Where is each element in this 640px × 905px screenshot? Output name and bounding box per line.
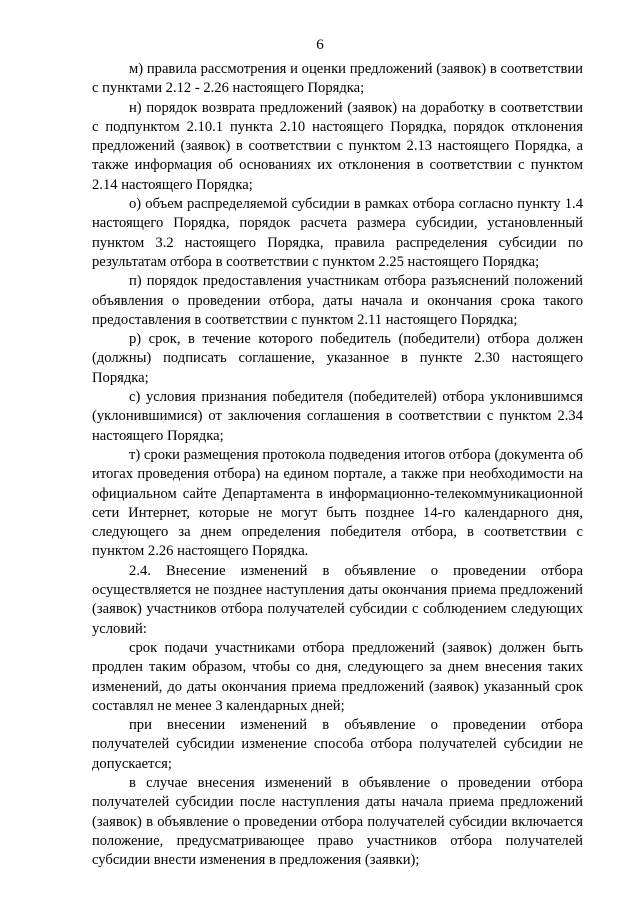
document-body — [92, 60, 583, 870]
paragraph-item-s: с) условия признания победителя (победителей) отбора уклонившимся (уклонившимися) от заключения соглашения в соответствии с пунктом 2.34 настоящего Порядка; — [92, 389, 583, 444]
paragraph-item-m: м) правила рассмотрения и оценки предложений (заявок) в соответствии с пунктами 2.12 - 2.26 настоящего Порядка; — [92, 61, 583, 97]
page-number: 6 — [316, 37, 324, 53]
paragraph-item-o: о) объем распределяемой субсидии в рамках отбора согласно пункту 1.4 настоящего Порядка, порядок расчета размера субсидии, установленный пунктом 3.2 настоящего Порядка, правила распределения субсидии по результатам отбора в соответствии с пунктом 2.25 настоящего Порядка; — [92, 196, 583, 270]
paragraph-condition-deadline: срок подачи участниками отбора предложений (заявок) должен быть продлен таким образом, чтобы со дня, следующего за днем внесения таких изменений, до даты окончания приема предложений (заявок) указанный срок составлял не менее 3 календарных дней; — [92, 639, 583, 714]
paragraph-item-p: п) порядок предоставления участникам отбора разъяснений положений объявления о проведении отбора, даты начала и окончания срока такого предоставления в соответствии с пунктом 2.11 настоящего Порядка; — [92, 273, 583, 328]
paragraph-condition-amendments: в случае внесения изменений в объявление о проведении отбора получателей субсидии после наступления даты начала приема предложений (заявок) в объявление о проведении отбора получателей субсидии включается положение, предусматривающее право участников отбора получателей субсидии внести изменения в предложения (заявки); — [92, 774, 583, 869]
paragraph-section-2-4: 2.4. Внесение изменений в объявление о проведении отбора осуществляется не позднее наступления даты окончания приема предложений (заявок) участников отбора получателей субсидии с соблюдением следующих условий: — [92, 562, 583, 637]
paragraph-item-n: н) порядок возврата предложений (заявок) на доработку в соответствии с подпунктом 2.10.1 пункта 2.10 настоящего Порядка, порядок отклонения предложений (заявок) в соответствии с пунктом 2.13 настоящего Порядка, а также информация об основаниях их отклонения в соответствии с пунктом 2.14 настоящего Порядка; — [92, 99, 583, 193]
paragraph-item-r: р) срок, в течение которого победитель (победители) отбора должен (должны) подписать соглашение, указанное в пункте 2.30 настоящего Порядка; — [92, 331, 583, 386]
paragraph-condition-method: при внесении изменений в объявление о проведении отбора получателей субсидии изменение способа отбора получателей субсидии не допускается; — [92, 717, 583, 772]
paragraph-item-t: т) сроки размещения протокола подведения итогов отбора (документа об итогах проведения отбора) на едином портале, а также при необходимости на официальном сайте Департамента в информационно-телекоммуникационной сети Интернет, которые не могут быть позднее 14-го календарного дня, следующего за днем определения победителя отбора, в соответствии с пунктом 2.26 настоящего Порядка. — [92, 446, 583, 560]
